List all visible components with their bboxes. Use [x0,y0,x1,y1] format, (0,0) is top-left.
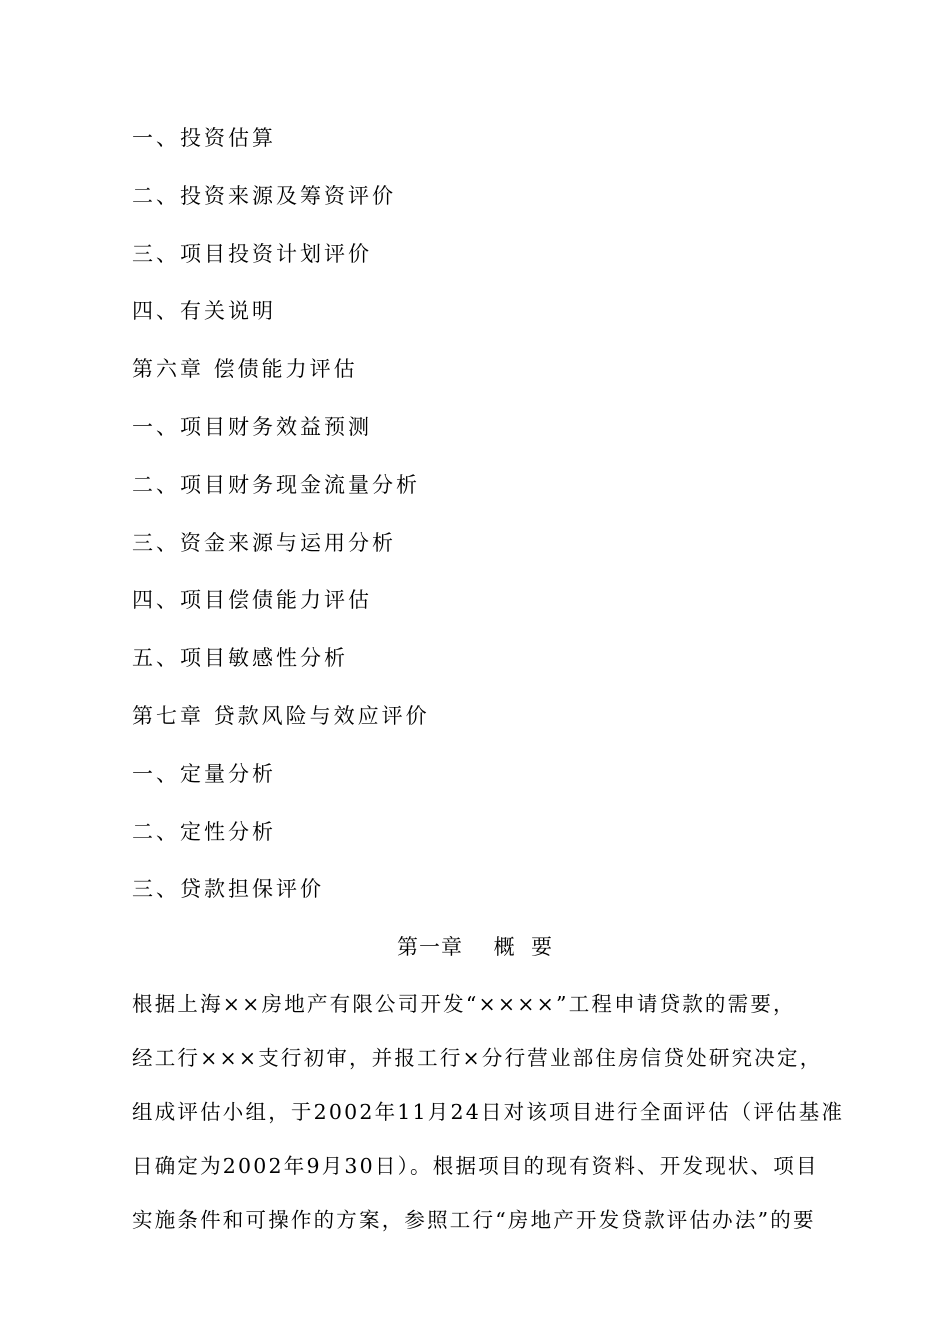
body-paragraph [132,984,845,1254]
toc-item: 五、项目敏感性分析 [132,646,348,671]
toc-item: 三、资金来源与运用分析 [132,530,396,555]
toc-item: 四、有关说明 [132,299,276,324]
chapter-heading: 第一章 概 要 [396,935,554,959]
toc-item: 四、项目偿债能力评估 [132,588,372,613]
toc-chapter-title: 第七章 贷款风险与效应评价 [132,703,430,728]
toc-item: 一、投资估算 [132,126,276,150]
toc-item: 二、定性分析 [132,819,276,844]
toc-item: 一、项目财务效益预测 [132,414,372,439]
paragraph-line: 组成评估小组，于2002年11月24日对该项目进行全面评估（评估基准 [132,1100,845,1124]
paragraph-line: 经工行×××支行初审，并报工行×分行营业部住房信贷处研究决定， [132,1046,823,1070]
toc-chapter-title: 第六章 偿债能力评估 [132,357,358,382]
paragraph-line: 根据上海××房地产有限公司开发“××××”工程申请贷款的需要， [132,992,796,1016]
toc-item: 一、定量分析 [132,761,276,786]
toc-item: 三、贷款担保评价 [132,877,324,902]
toc-item: 三、项目投资计划评价 [132,241,372,266]
toc-item: 二、项目财务现金流量分析 [132,472,420,497]
table-of-contents [132,118,832,927]
paragraph-line: 实施条件和可操作的方案，参照工行“房地产开发贷款评估办法”的要 [132,1208,816,1232]
toc-item: 二、投资来源及筹资评价 [132,183,396,208]
paragraph-line: 日确定为2002年9月30日）。根据项目的现有资料、开发现状、项目 [132,1154,819,1178]
